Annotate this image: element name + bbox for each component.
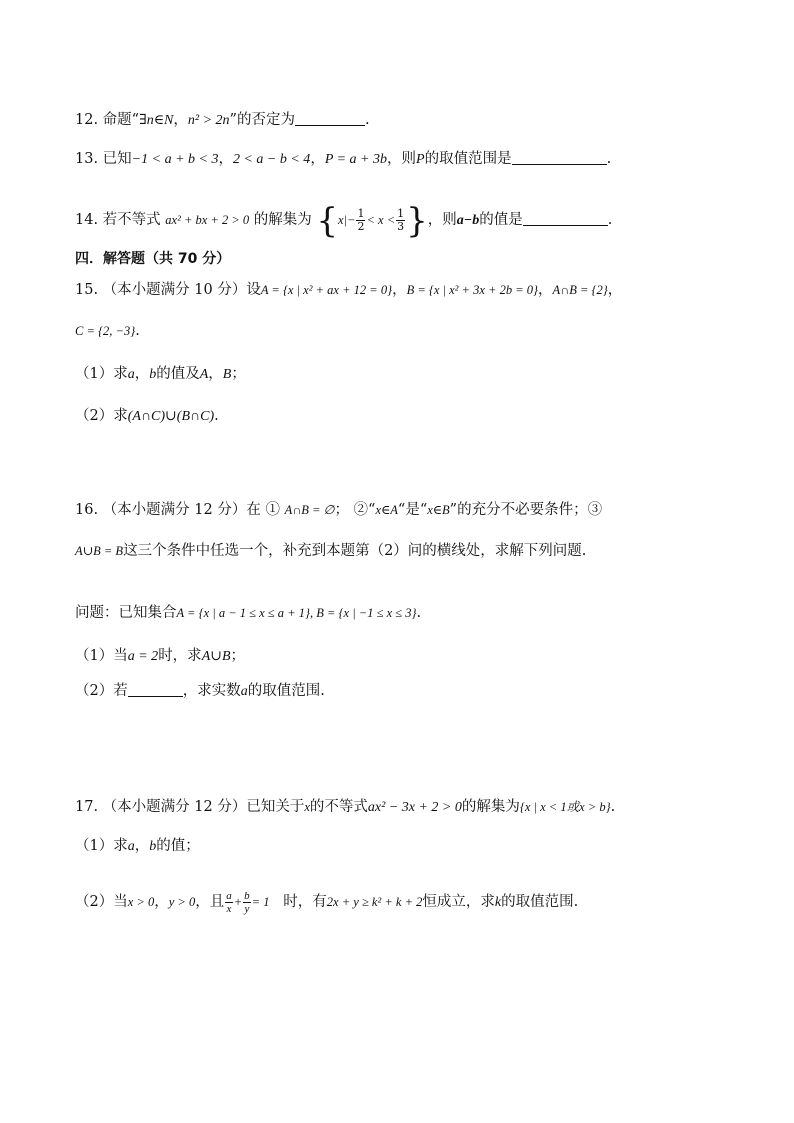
q14-text: . xyxy=(607,212,613,228)
var-a: a xyxy=(240,684,248,699)
fraction-numerator: b xyxy=(244,889,250,902)
fraction-denominator: y xyxy=(244,902,250,915)
fraction-denominator: x xyxy=(226,902,232,915)
q16-text: 这三个条件中任选一个，补充到本题第（2）问的横线处，求解下列问题. xyxy=(123,543,587,559)
fraction-denominator: 3 xyxy=(397,219,405,233)
q14-set-builder: x| xyxy=(338,213,348,227)
q17-text: （本小题满分 12 分）已知关于 xyxy=(102,799,305,815)
q13-math-4: P xyxy=(416,152,425,167)
var-a: a xyxy=(127,839,135,854)
q16-problem xyxy=(75,603,421,623)
part-text: . xyxy=(214,408,219,424)
q13-text: ，则 xyxy=(387,151,417,167)
q16-part-1 xyxy=(75,646,245,667)
part-text: ，求实数 xyxy=(182,683,241,699)
answer-blank[interactable] xyxy=(295,111,365,126)
part-text: ， xyxy=(154,894,169,910)
q16-text: ”的充分不必要条件；③ xyxy=(449,502,603,518)
q17-text: . xyxy=(610,799,616,815)
part-text: 的值； xyxy=(156,838,200,854)
question-12 xyxy=(75,110,370,131)
part-text: 恒成立，求 xyxy=(422,894,495,910)
q15-text: ， xyxy=(392,282,407,298)
fraction-b-over-y xyxy=(243,890,251,915)
var-x: x xyxy=(304,800,310,814)
condition-a: a = 2 xyxy=(127,649,159,664)
var-k: k xyxy=(494,895,502,910)
part-text: （2）当 xyxy=(75,894,128,910)
q15-text: ， xyxy=(538,282,553,298)
q16-text: “是“ xyxy=(397,502,428,518)
union-expr: A∪B xyxy=(201,649,231,664)
left-brace: { xyxy=(316,201,339,241)
q14-text: 的解集为 xyxy=(253,212,312,228)
answer-blank[interactable] xyxy=(523,211,608,226)
q13-number: 13. xyxy=(75,151,99,167)
q12-math-2: n² > 2n xyxy=(187,113,230,128)
q16-number: 16. xyxy=(75,502,99,518)
part-text: 时，求 xyxy=(158,648,202,664)
q16-condition-3: A∪B = B xyxy=(75,544,124,558)
q14-text: 若不等式 xyxy=(102,212,161,228)
q15-text: . xyxy=(135,323,140,339)
part-text: ， xyxy=(134,838,150,854)
q17-inequality-2: 2x + y ≥ k² + k + 2 xyxy=(326,895,423,909)
q16-sets: A = {x | a − 1 ≤ x ≤ a + 1}, B = {x | −1 ≤ x ≤ 3} xyxy=(176,606,417,620)
q16-condition-1: A∩B = ∅ xyxy=(284,503,335,517)
part-text: （1）求 xyxy=(75,838,128,854)
part-text: 的值及 xyxy=(156,366,200,382)
q17-inequality: ax² − 3x + 2 > 0 xyxy=(367,800,462,815)
question-15-cont xyxy=(75,321,140,341)
equals-one: = 1 xyxy=(251,895,270,909)
part-text: 的取值范围. xyxy=(247,683,325,699)
q15-set-a: A = {x | x² + ax + 12 = 0} xyxy=(260,283,393,297)
question-17 xyxy=(75,797,615,818)
q15-text: （本小题满分 10 分）设 xyxy=(102,282,261,298)
q13-text: . xyxy=(606,151,612,167)
condition-x: x > 0 xyxy=(127,895,155,909)
q15-number: 15. xyxy=(75,282,99,298)
q13-math-2: 2 < a − b < 4 xyxy=(232,152,311,167)
q15-part-2 xyxy=(75,406,219,427)
part-text: 的取值范围. xyxy=(501,894,579,910)
q14-minus: − xyxy=(347,213,356,227)
q14-text: ，则 xyxy=(427,212,457,228)
q15-intersection: A∩B = {2} xyxy=(552,283,608,297)
question-15 xyxy=(75,280,622,300)
part-text: ，且 xyxy=(195,894,225,910)
section-heading: 四．解答题（共 70 分） xyxy=(75,251,231,267)
q16-condition-2b: x∈B xyxy=(427,503,450,517)
answer-blank[interactable] xyxy=(128,682,183,697)
q17-text: 的不等式 xyxy=(309,799,368,815)
fraction-a-over-x xyxy=(225,890,233,915)
q14-text: 的值是 xyxy=(479,212,523,228)
q12-text: 命题“ xyxy=(102,112,140,128)
q14-number: 14. xyxy=(75,212,99,228)
var-b: b xyxy=(149,367,157,382)
q16-part-2 xyxy=(75,681,325,702)
part-text: ； xyxy=(231,366,246,382)
q16-text: . xyxy=(416,605,422,621)
q13-math-1: −1 < a + b < 3 xyxy=(131,152,219,167)
q12-text: ， xyxy=(173,112,188,128)
set-a: A xyxy=(199,367,209,382)
question-14 xyxy=(75,201,613,241)
condition-y: y > 0 xyxy=(168,895,196,909)
fraction-numerator: 1 xyxy=(397,206,405,220)
part-text: （1）当 xyxy=(75,648,128,664)
q13-text: ， xyxy=(310,151,325,167)
q15-set-b: B = {x | x² + 3x + 2b = 0} xyxy=(406,283,539,297)
set-b: B xyxy=(222,367,232,382)
part-text: 时，有 xyxy=(283,894,327,910)
question-16 xyxy=(75,500,602,520)
q12-text: ”的否定为 xyxy=(229,112,295,128)
q13-text: 的取值范围是 xyxy=(424,151,512,167)
q14-math-1: ax² + bx + 2 > 0 xyxy=(165,213,250,227)
q15-set-c: C = {2, −3} xyxy=(75,324,136,338)
set-expression: (A∩C)∪(B∩C) xyxy=(127,409,215,424)
q15-part-1 xyxy=(75,364,246,385)
question-16-cont xyxy=(75,541,586,561)
part-text: ； xyxy=(230,648,246,664)
q15-text: ， xyxy=(607,282,623,298)
q17-text: 的解集为 xyxy=(461,799,520,815)
var-a: a xyxy=(127,367,135,382)
q14-inequality: < x < xyxy=(366,213,396,227)
answer-blank[interactable] xyxy=(512,150,607,165)
q17-part-1 xyxy=(75,836,200,857)
fraction-one-third xyxy=(396,208,405,233)
plus-sign: + xyxy=(233,895,243,909)
q16-condition-2a: x∈A xyxy=(375,503,398,517)
fraction-one-half xyxy=(356,208,365,233)
q17-solution-set: {x | x < 1或x > b} xyxy=(519,800,611,814)
question-13 xyxy=(75,149,611,170)
q13-text: 已知 xyxy=(102,151,132,167)
q17-number: 17. xyxy=(75,799,99,815)
q12-number: 12. xyxy=(75,112,99,128)
q12-math-1: ∃n∈N xyxy=(139,113,174,128)
fraction-numerator: a xyxy=(226,889,232,902)
q13-text: ， xyxy=(218,151,233,167)
fraction-numerator: 1 xyxy=(357,206,365,220)
q16-text: 问题：已知集合 xyxy=(75,605,177,621)
part-text: ， xyxy=(134,366,150,382)
part-text: （2）若 xyxy=(75,683,128,699)
q14-math-3: a−b xyxy=(456,213,480,228)
part-text: （2）求 xyxy=(75,408,128,424)
fraction-denominator: 2 xyxy=(357,219,365,233)
q16-text: （本小题满分 12 分）在 ① xyxy=(102,502,280,518)
var-b: b xyxy=(149,839,157,854)
right-brace: } xyxy=(406,201,428,241)
q12-text: . xyxy=(364,112,370,128)
part-text: ， xyxy=(208,366,223,382)
q13-math-3: P = a + 3b xyxy=(324,152,388,167)
part-text: （1）求 xyxy=(75,366,128,382)
q17-part-2 xyxy=(75,885,578,920)
q16-text: ； ②“ xyxy=(334,502,376,518)
